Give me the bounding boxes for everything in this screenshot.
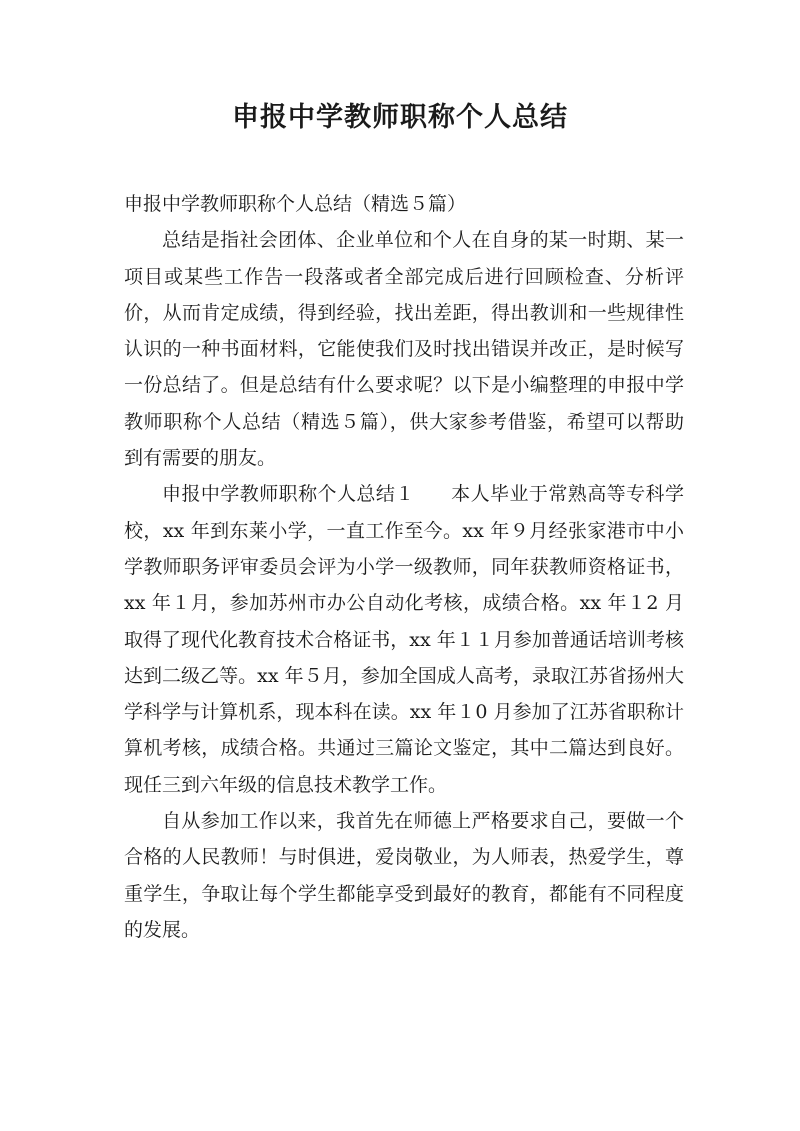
document-subtitle: 申报中学教师职称个人总结（精选５篇） [124,193,467,215]
closing-paragraph: 自从参加工作以来，我首先在师德上严格要求自己，要做一个合格的人民教师！与时俱进，爱岗敬业，为人师表，热爱学生，尊重学生，争取让每个学生都能享受到最好的教育，都能有不同程度的发展。 [124,810,684,941]
section-1-paragraph [124,476,684,803]
section-1-heading: 申报中学教师职称个人总结１ [162,483,415,506]
document-body [124,186,684,948]
page-title: 申报中学教师职称个人总结 [232,102,568,133]
intro-paragraph: 总结是指社会团体、企业单位和个人在自身的某一时期、某一项目或某些工作告一段落或者全部完成后进行回顾检查、分析评价，从而肯定成绩，得到经验，找出差距，得出教训和一些规律性认识的一种书面材料，它能使我们及时找出错误并改正，是时候写一份总结了。但是总结有什么要求呢？以下是小编整理的申报中学教师职称个人总结（精选５篇），供大家参考借鉴，希望可以帮助到有需要的朋友。 [124,229,684,470]
section-1-body: 本人毕业于常熟高等专科学校，xx 年到东莱小学，一直工作至今。xx 年９月经张家港市中小学教师职务评审委员会评为小学一级教师，同年获教师资格证书，xx 年１月，参加苏州市办公自动化考核，成绩合格。xx 年１2 月取得了现代化教育技术合格证书，xx 年１１月参加普通话培训考核达到二级乙等。xx 年５月，参加全国成人高考，录取江苏省扬州大学科学与计算机系，现本科在读。xx 年１0 月参加了江苏省职称计算机考核，成绩合格。共通过三篇论文鉴定，其中二篇达到良好。现任三到六年级的信息技术教学工作。 [124,483,684,796]
